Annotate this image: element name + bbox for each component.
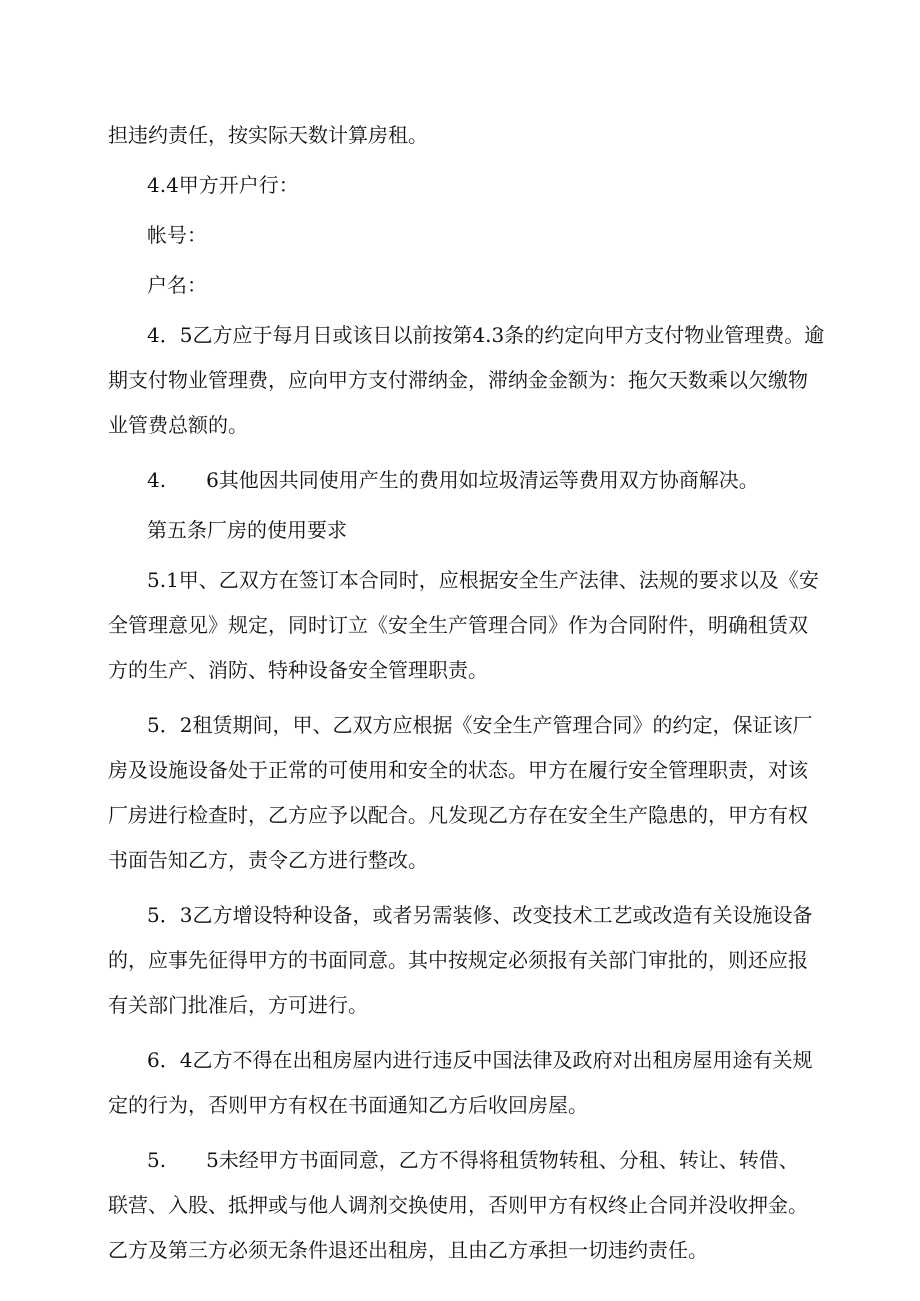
text-line: 5．3乙方增设特种设备，或者另需装修、改变技术工艺或改造有关设施设备	[147, 903, 813, 927]
text-line: 业管费总额的。	[108, 413, 248, 437]
paragraph-5-1	[108, 558, 819, 693]
paragraph-5-2	[108, 703, 813, 883]
text-line: 全管理意见》规定，同时订立《安全生产管理合同》作为合同附件，明确租赁双	[108, 613, 808, 637]
paragraph-bank	[108, 163, 813, 208]
text-line: 帐号：	[147, 223, 207, 247]
text-line: 联营、入股、抵押或与他人调剂交换使用，否则甲方有权终止合同并没收押金。	[108, 1193, 808, 1217]
paragraph-5-3	[108, 893, 813, 1028]
paragraph-account-number	[108, 213, 813, 258]
text-line: 4．5乙方应于每月日或该日以前按第4.3条的约定向甲方支付物业管理费。逾	[147, 323, 825, 347]
contract-text	[108, 113, 825, 1273]
text-line: 书面告知乙方，责令乙方进行整改。	[108, 848, 428, 872]
paragraph-continuation	[108, 113, 813, 158]
text-line: 5.1甲、乙双方在签订本合同时，应根据安全生产法律、法规的要求以及《安	[147, 568, 819, 592]
text-line: 厂房进行检查时，乙方应予以配合。凡发现乙方存在安全生产隐患的，甲方有权	[108, 803, 808, 827]
text-line: 4. 6其他因共同使用产生的费用如垃圾清运等费用双方协商解决。	[147, 468, 759, 492]
section-heading	[108, 508, 813, 553]
paragraph-4-6	[108, 458, 813, 503]
text-line: 定的行为，否则甲方有权在书面通知乙方后收回房屋。	[108, 1093, 588, 1117]
text-line: 4.4甲方开户行：	[147, 173, 299, 197]
text-line: 第五条厂房的使用要求	[147, 518, 347, 542]
text-line: 担违约责任，按实际天数计算房租。	[108, 123, 428, 147]
paragraph-account-name	[108, 263, 813, 308]
text-line: 6．4乙方不得在出租房屋内进行违反中国法律及政府对出租房屋用途有关规	[147, 1048, 813, 1072]
text-line: 有关部门批准后，方可进行。	[108, 993, 368, 1017]
paragraph-6-4	[108, 1038, 813, 1128]
text-line: 乙方及第三方必须无条件退还出租房，且由乙方承担一切违约责任。	[108, 1238, 708, 1262]
text-line: 5．2租赁期间，甲、乙双方应根据《安全生产管理合同》的约定，保证该厂	[147, 713, 813, 737]
text-line: 户名：	[147, 273, 207, 297]
text-line: 方的生产、消防、特种设备安全管理职责。	[108, 658, 488, 682]
paragraph-4-5	[108, 313, 825, 448]
text-line: 的，应事先征得甲方的书面同意。其中按规定必须报有关部门审批的，则还应报	[108, 948, 808, 972]
paragraph-5-5	[108, 1138, 813, 1273]
text-line: 5. 5未经甲方书面同意，乙方不得将租赁物转租、分租、转让、转借、	[147, 1148, 799, 1172]
text-line: 期支付物业管理费，应向甲方支付滞纳金，滞纳金金额为：拖欠天数乘以欠缴物	[108, 368, 808, 392]
text-line: 房及设施设备处于正常的可使用和安全的状态。甲方在履行安全管理职责，对该	[108, 758, 808, 782]
